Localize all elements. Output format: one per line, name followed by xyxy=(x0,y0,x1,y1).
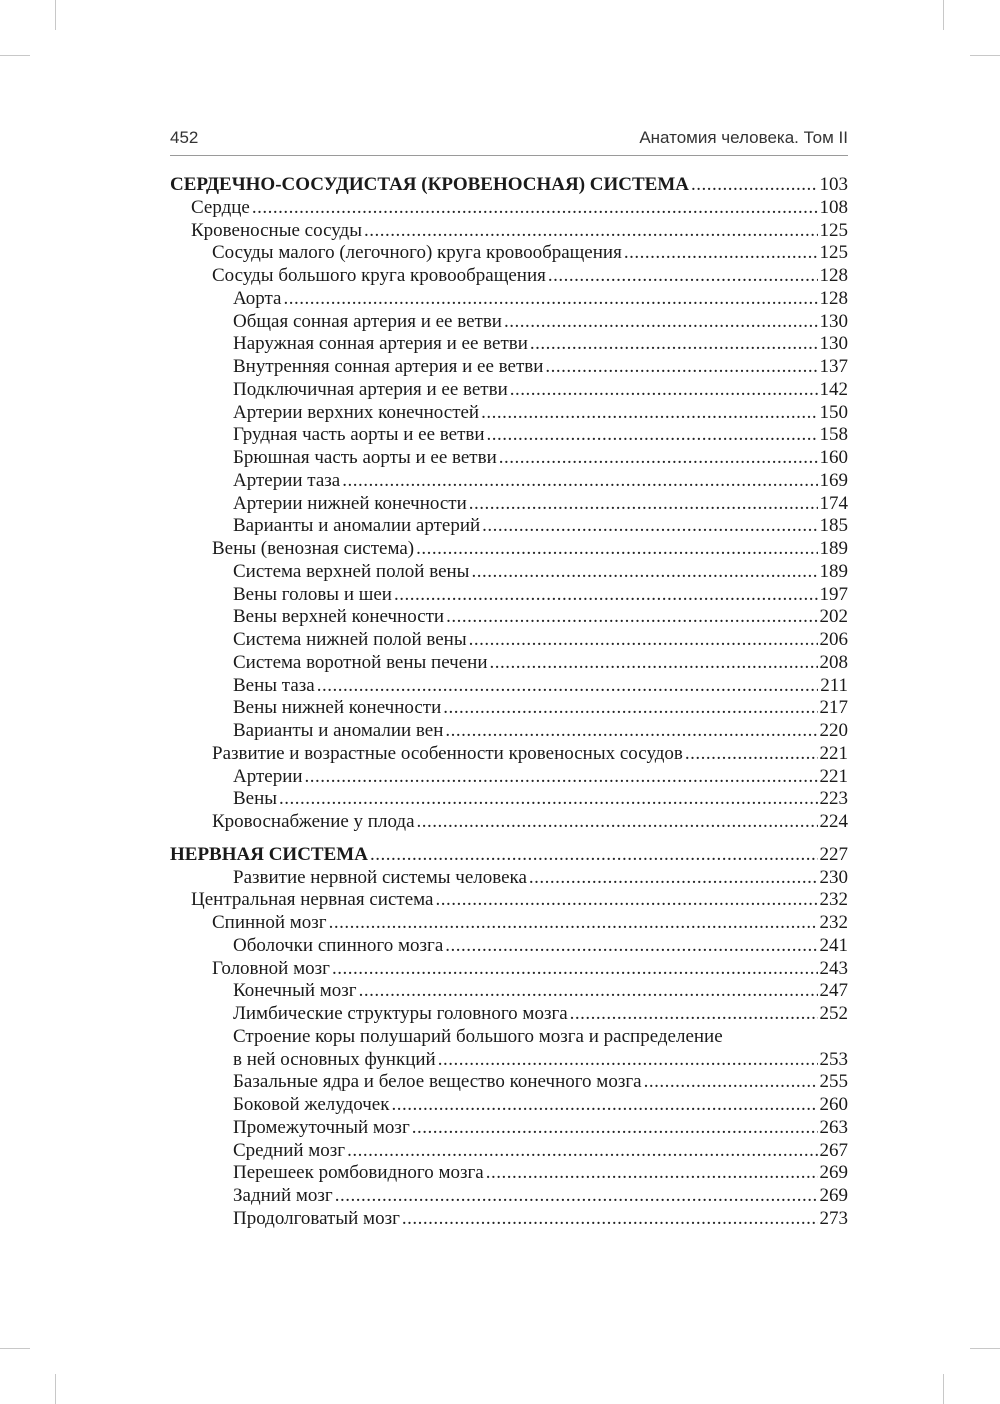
toc-entry-title: Вены нижней конечности xyxy=(233,697,442,719)
toc-page-number: 269 xyxy=(819,1185,848,1206)
toc-page-number: 273 xyxy=(819,1207,848,1229)
toc-page-number: 253 xyxy=(819,1048,848,1070)
toc-page-number: 221 xyxy=(819,765,848,787)
toc-entry-title: Сосуды большого круга кровообращения xyxy=(212,265,546,286)
running-header xyxy=(170,128,848,148)
toc-entry[interactable] xyxy=(170,584,848,607)
toc-entry[interactable] xyxy=(170,470,848,493)
toc-entry[interactable] xyxy=(170,766,848,789)
toc-entry[interactable] xyxy=(170,867,848,890)
toc-page-number: 174 xyxy=(819,492,848,514)
toc-entry[interactable] xyxy=(170,538,848,561)
toc-entry[interactable] xyxy=(170,720,848,743)
dot-leader xyxy=(417,811,818,834)
toc-page-number: 128 xyxy=(819,287,848,309)
dot-leader xyxy=(332,958,818,981)
dot-leader xyxy=(530,333,818,356)
toc-page-number: 150 xyxy=(819,401,848,423)
dot-leader xyxy=(445,935,817,958)
dot-leader xyxy=(438,1049,818,1072)
toc-entry-title: Вены (венозная система) xyxy=(212,538,415,559)
toc-entry[interactable] xyxy=(170,629,848,652)
toc-entry[interactable] xyxy=(170,935,848,958)
toc-page-number: 169 xyxy=(819,469,848,491)
toc-entry-title: Брюшная часть аорты и ее ветви xyxy=(233,447,497,468)
toc-entry[interactable] xyxy=(170,1208,848,1231)
dot-leader xyxy=(685,743,818,766)
dot-leader xyxy=(482,515,817,538)
toc-page-number: 232 xyxy=(819,889,848,911)
toc-page-number: 197 xyxy=(819,583,848,605)
toc-entry-title: Кровеносные сосуды xyxy=(191,219,362,241)
crop-mark xyxy=(0,55,30,56)
toc-entry-line xyxy=(170,1049,848,1072)
toc-page-number: 224 xyxy=(819,811,848,832)
toc-page-number: 267 xyxy=(819,1139,848,1161)
toc-page-number: 269 xyxy=(819,1162,848,1184)
crop-mark xyxy=(970,1348,1000,1349)
toc-entry-title: Артерии таза xyxy=(233,469,341,491)
toc-entry-title: Система нижней полой вены xyxy=(233,629,467,650)
toc-entry-title: Варианты и аномалии вен xyxy=(233,720,444,741)
toc-entry-title: Головной мозг xyxy=(212,957,330,979)
toc-page-number: 125 xyxy=(819,242,848,264)
toc-page-number: 137 xyxy=(819,356,848,377)
toc-entry-title: Спинной мозг xyxy=(212,912,327,933)
toc-entry-title: Боковой желудочек xyxy=(233,1094,390,1115)
toc-entry-title: Базальные ядра и белое вещество конечного мозга xyxy=(233,1071,642,1093)
header-rule xyxy=(170,155,848,156)
toc-page-number: 260 xyxy=(819,1094,848,1115)
toc-entry[interactable] xyxy=(170,561,848,584)
toc-page-number: 189 xyxy=(819,538,848,559)
toc-entry[interactable] xyxy=(170,1162,848,1185)
toc-entry[interactable] xyxy=(170,402,848,425)
dot-leader xyxy=(481,402,817,425)
toc-page-number: 217 xyxy=(819,697,848,719)
toc-entry[interactable] xyxy=(170,1185,848,1208)
toc-entry[interactable] xyxy=(170,811,848,834)
dot-leader xyxy=(445,720,817,743)
toc-entry-title: Общая сонная артерия и ее ветви xyxy=(233,310,502,332)
dot-leader xyxy=(370,844,818,867)
toc-page-number: 208 xyxy=(819,651,848,673)
toc-entry[interactable] xyxy=(170,889,848,912)
toc-page-number: 130 xyxy=(819,310,848,332)
toc-entry[interactable] xyxy=(170,697,848,720)
toc-page-number: 221 xyxy=(819,742,848,764)
dot-leader xyxy=(394,584,818,607)
toc-page-number: 243 xyxy=(819,957,848,979)
toc-entry[interactable] xyxy=(170,333,848,356)
toc-section-heading[interactable] xyxy=(170,844,848,867)
dot-leader xyxy=(510,379,818,402)
toc-page-number: 252 xyxy=(819,1003,848,1024)
toc-page-number: 158 xyxy=(819,424,848,446)
toc-entry-title: Вены xyxy=(233,788,278,810)
toc-page-number: 227 xyxy=(819,843,848,865)
dot-leader xyxy=(305,766,818,789)
dot-leader xyxy=(359,980,818,1003)
dot-leader xyxy=(364,220,818,243)
toc-entry-title: Наружная сонная артерия и ее ветви xyxy=(233,333,528,355)
toc-entry-title: Вены верхней конечности xyxy=(233,606,445,628)
dot-leader xyxy=(545,356,817,379)
toc-entry-title: Средний мозг xyxy=(233,1139,346,1161)
toc-page-number: 232 xyxy=(819,912,848,933)
toc-entry[interactable] xyxy=(170,606,848,629)
crop-mark xyxy=(970,55,1000,56)
toc-entry-title: Внутренняя сонная артерия и ее ветви xyxy=(233,356,544,377)
toc-page-number: 223 xyxy=(819,788,848,810)
dot-leader xyxy=(570,1003,818,1026)
crop-mark xyxy=(943,0,944,30)
toc-page-number: 206 xyxy=(819,629,848,650)
toc-entry-title: Конечный мозг xyxy=(233,980,357,1002)
toc-entry[interactable] xyxy=(170,652,848,675)
dot-leader xyxy=(416,538,817,561)
dot-leader xyxy=(624,242,818,265)
toc-entry-title: НЕРВНАЯ СИСТЕМА xyxy=(170,843,368,865)
dot-leader xyxy=(443,697,817,720)
dot-leader xyxy=(469,493,818,516)
toc-entry-title: Грудная часть аорты и ее ветви xyxy=(233,424,485,446)
toc-entry[interactable] xyxy=(170,220,848,243)
toc-entry-title: Артерии верхних конечностей xyxy=(233,401,480,423)
toc-page-number: 142 xyxy=(819,378,848,400)
dot-leader xyxy=(391,1094,817,1117)
toc-entry-title-cont: в ней основных функций xyxy=(233,1048,436,1070)
toc-entry-title: Оболочки спинного мозга xyxy=(233,934,444,956)
toc-entry[interactable] xyxy=(170,447,848,470)
toc-entry[interactable] xyxy=(170,1140,848,1163)
toc-entry-title: Сосуды малого (легочного) круга кровообращения xyxy=(212,242,622,264)
toc-entry-title: Вены головы и шеи xyxy=(233,583,392,605)
toc-entry[interactable] xyxy=(170,242,848,265)
toc-entry-title: Сердце xyxy=(191,196,250,218)
dot-leader xyxy=(279,788,817,811)
toc-page-number: 160 xyxy=(819,447,848,468)
toc-page-number: 125 xyxy=(819,219,848,241)
dot-leader xyxy=(529,867,818,890)
toc-page-number: 263 xyxy=(819,1116,848,1138)
toc-entry-title: Система воротной вены печени xyxy=(233,651,488,673)
dot-leader xyxy=(644,1071,818,1094)
toc-page-number: 185 xyxy=(819,515,848,537)
toc-page-number: 128 xyxy=(819,265,848,286)
toc-entry[interactable] xyxy=(170,912,848,935)
dot-leader xyxy=(342,470,817,493)
toc-page-number: 230 xyxy=(819,866,848,888)
dot-leader xyxy=(487,424,818,447)
dot-leader xyxy=(412,1117,818,1140)
toc-entry-title: СЕРДЕЧНО-СОСУДИСТАЯ (КРОВЕНОСНАЯ) СИСТЕМА xyxy=(170,174,690,195)
toc-entry-title: Центральная нервная система xyxy=(191,889,434,911)
toc-entry[interactable] xyxy=(170,980,848,1003)
toc-entry-title: Развитие и возрастные особенности кровеносных сосудов xyxy=(212,742,683,764)
toc-section-heading[interactable] xyxy=(170,174,848,197)
dot-leader xyxy=(402,1208,818,1231)
crop-mark xyxy=(0,1348,30,1349)
crop-mark xyxy=(943,1374,944,1404)
table-of-contents xyxy=(170,174,848,1231)
toc-entry[interactable] xyxy=(170,788,848,811)
toc-entry[interactable] xyxy=(170,1003,848,1026)
dot-leader xyxy=(329,912,818,935)
running-title: Анатомия человека. Том II xyxy=(639,128,848,147)
toc-entry[interactable] xyxy=(170,493,848,516)
toc-entry-title: Продолговатый мозг xyxy=(233,1207,400,1229)
toc-entry[interactable] xyxy=(170,675,848,698)
dot-leader xyxy=(469,629,818,652)
toc-entry-title: Перешеек ромбовидного мозга xyxy=(233,1162,484,1184)
toc-entry[interactable] xyxy=(170,1094,848,1117)
dot-leader xyxy=(486,1162,818,1185)
toc-entry-title: Система верхней полой вены xyxy=(233,560,470,582)
dot-leader xyxy=(499,447,818,470)
toc-page-number: 189 xyxy=(819,560,848,582)
dot-leader xyxy=(435,889,817,912)
toc-entry[interactable] xyxy=(170,379,848,402)
toc-page-number: 130 xyxy=(819,333,848,355)
toc-entry[interactable] xyxy=(170,1071,848,1094)
toc-entry[interactable] xyxy=(170,197,848,220)
dot-leader xyxy=(317,675,819,698)
toc-page-number: 255 xyxy=(819,1071,848,1093)
dot-leader xyxy=(446,606,817,629)
toc-entry-title: Строение коры полушарий большого мозга и распределение xyxy=(233,1025,723,1047)
toc-page-number: 103 xyxy=(819,174,848,195)
dot-leader xyxy=(691,174,817,197)
toc-page-number: 202 xyxy=(819,606,848,628)
crop-mark xyxy=(55,1374,56,1404)
toc-page-number: 247 xyxy=(819,980,848,1002)
toc-page-number: 108 xyxy=(819,196,848,218)
toc-entry[interactable] xyxy=(170,958,848,981)
toc-entry[interactable] xyxy=(170,311,848,334)
dot-leader xyxy=(283,288,817,311)
dot-leader xyxy=(335,1185,818,1208)
toc-entry-title: Задний мозг xyxy=(233,1185,333,1206)
toc-entry-title: Артерии xyxy=(233,765,303,787)
toc-entry[interactable] xyxy=(170,288,848,311)
dot-leader xyxy=(490,652,818,675)
toc-entry[interactable] xyxy=(170,424,848,447)
dot-leader xyxy=(252,197,818,220)
toc-page-number: 220 xyxy=(819,720,848,741)
toc-entry-title: Аорта xyxy=(233,287,282,309)
crop-mark xyxy=(55,0,56,30)
dot-leader xyxy=(548,265,818,288)
toc-entry-title: Лимбические структуры головного мозга xyxy=(233,1003,568,1024)
toc-entry-title: Развитие нервной системы человека xyxy=(233,866,527,888)
dot-leader xyxy=(504,311,818,334)
toc-page-number: 211 xyxy=(820,674,848,696)
toc-entry-title: Промежуточный мозг xyxy=(233,1116,410,1138)
toc-entry-title: Артерии нижней конечности xyxy=(233,492,467,514)
dot-leader xyxy=(471,561,817,584)
toc-entry-title: Подключичная артерия и ее ветви xyxy=(233,378,508,400)
toc-entry-title: Варианты и аномалии артерий xyxy=(233,515,481,537)
toc-entry-title: Кровоснабжение у плода xyxy=(212,811,415,832)
toc-entry[interactable] xyxy=(170,515,848,538)
toc-entry[interactable] xyxy=(170,1117,848,1140)
toc-entry-title: Вены таза xyxy=(233,674,315,696)
toc-entry[interactable] xyxy=(170,265,848,288)
toc-entry[interactable] xyxy=(170,1026,848,1072)
toc-entry[interactable] xyxy=(170,743,848,766)
toc-page-number: 241 xyxy=(819,934,848,956)
toc-entry[interactable] xyxy=(170,356,848,379)
page-number: 452 xyxy=(170,128,199,147)
dot-leader xyxy=(347,1140,817,1163)
